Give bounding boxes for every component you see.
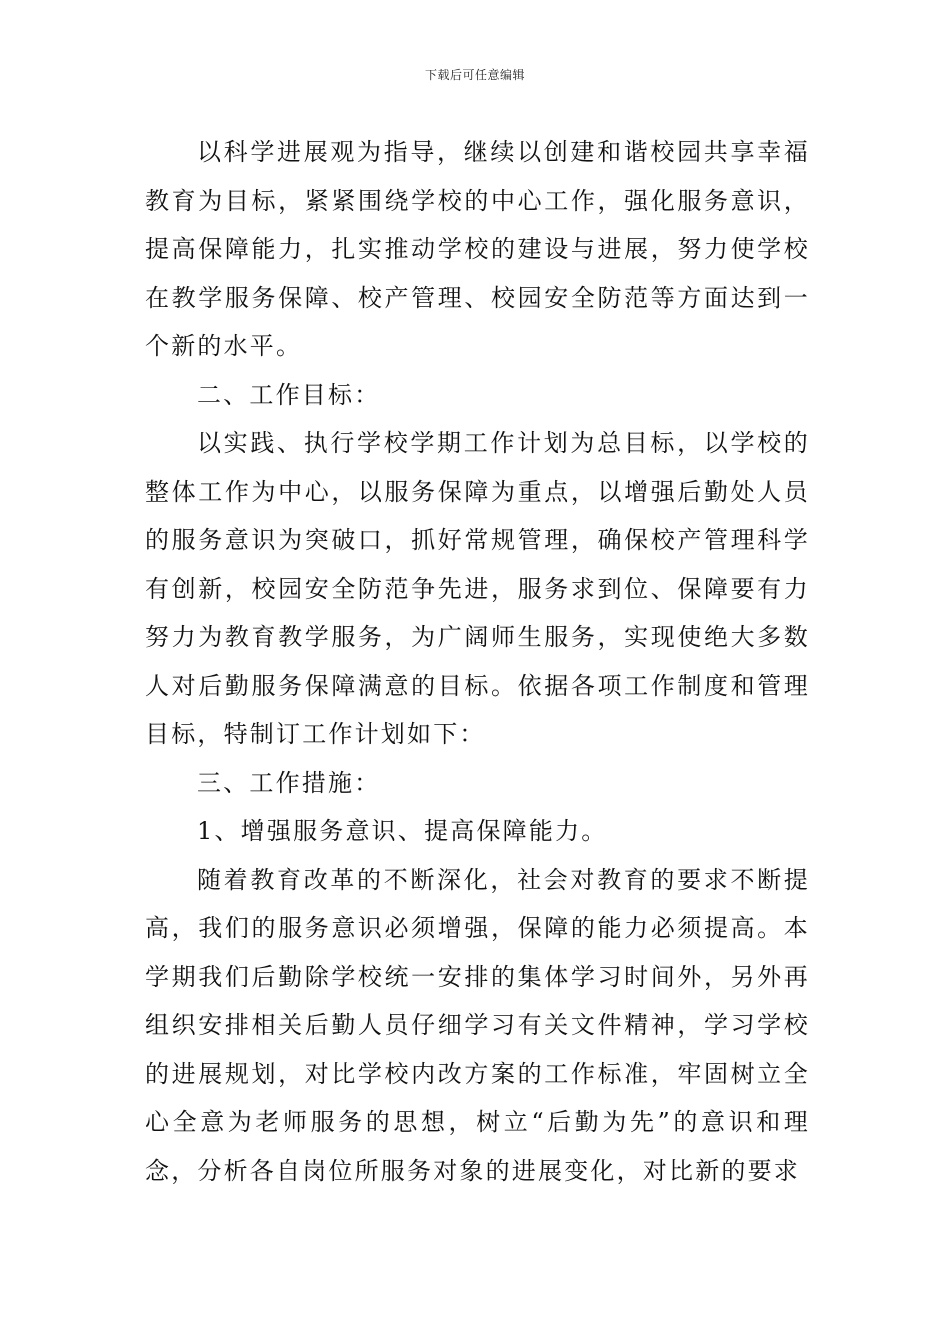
section-heading-goals: 二、工作目标： xyxy=(197,380,381,409)
subheading-measure-1: 1、增强服务意识、提高保障能力。 xyxy=(197,817,608,845)
paragraph-goals: 以实践、执行学校学期工作计划为总目标，以学校的整体工作为中心，以服务保障为重点，以增强后勤处人员的服务意识为突破口，抓好常规管理，确保校产管理科学有创新，校园安全防范争先进，服务求到位、保障要有力努力为教育教学服务，为广阔师生服务，实现使绝大多数人对后勤服务保障满意的目标。依据各项工作制度和管理目标，特制订工作计划如下： xyxy=(145,429,810,748)
header-note: 下载后可任意编辑 xyxy=(424,68,525,82)
paragraph-measure-1: 随着教育改革的不断深化，社会对教育的要求不断提高，我们的服务意识必须增强，保障的能力必须提高。本学期我们后勤除学校统一安排的集体学习时间外，另外再组织安排相关后勤人员仔细学习有关文件精神，学习学校的进展规划，对比学校内改方案的工作标准，牢固树立全心全意为老师服务的思想，树立“后勤为先”的意识和理念，分析各自岗位所服务对象的进展变化，对比新的要求 xyxy=(145,865,810,1185)
document-body xyxy=(145,128,810,1195)
section-heading-measures: 三、工作措施： xyxy=(197,768,381,797)
paragraph-guiding-principle: 以科学进展观为指导，继续以创建和谐校园共享幸福教育为目标，紧紧围绕学校的中心工作，强化服务意识，提高保障能力，扎实推动学校的建设与进展，努力使学校在教学服务保障、校产管理、校园安全防范等方面达到一个新的水平。 xyxy=(145,138,810,360)
